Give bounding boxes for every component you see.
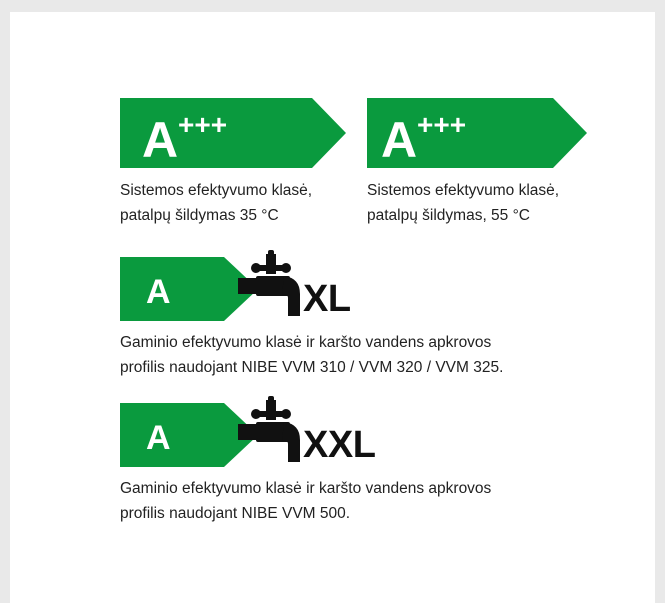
caption-water-xxl: Gaminio efektyvumo klasė ir karšto vandens apkrovos profilis naudojant NIBE VVM 500. [120, 480, 492, 522]
energy-class-letter: A [381, 112, 418, 168]
caption-water-xl: Gaminio efektyvumo klasė ir karšto vandens apkrovos profilis naudojant NIBE VVM 310 / VVM 320 / VVM 325. [120, 334, 504, 376]
water-tap-icon [234, 396, 308, 468]
caption-heating-55: Sistemos efektyvumo klasė, patalpų šildymas, 55 °C [367, 182, 560, 224]
energy-class-letter: A [142, 112, 179, 168]
energy-class-plus: +++ [417, 109, 467, 140]
energy-class-letter: A [146, 273, 171, 311]
energy-label-card [10, 12, 655, 603]
energy-class-badge-heating-55 [367, 98, 587, 168]
energy-class-plus: +++ [178, 109, 228, 140]
caption-heating-35: Sistemos efektyvumo klasė, patalpų šildymas 35 °C [120, 182, 313, 224]
load-profile-label: XXL [303, 424, 376, 466]
water-tap-icon [234, 250, 308, 322]
energy-class-badge-heating-35 [120, 98, 346, 168]
load-profile-label: XL [303, 278, 351, 320]
energy-class-letter: A [146, 419, 171, 457]
